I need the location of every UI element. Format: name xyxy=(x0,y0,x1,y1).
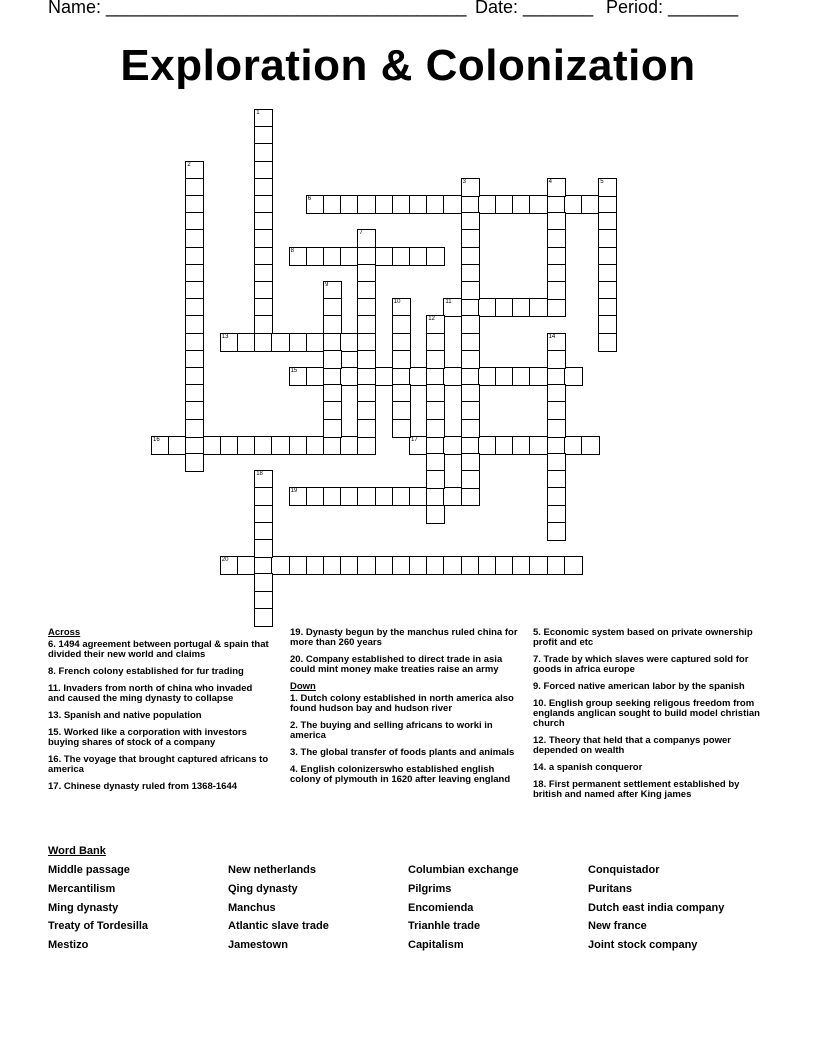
word-bank-item: Trianhle trade xyxy=(408,920,481,933)
crossword-cell[interactable] xyxy=(392,556,411,575)
crossword-cell[interactable] xyxy=(289,333,308,352)
crossword-cell[interactable] xyxy=(547,470,566,489)
crossword-cell[interactable] xyxy=(237,333,256,352)
clue-number: 11 xyxy=(445,299,452,306)
crossword-cell[interactable] xyxy=(461,556,480,575)
crossword-cell[interactable] xyxy=(357,350,376,369)
clue-number: 15 xyxy=(290,368,298,374)
crossword-cell[interactable] xyxy=(306,195,325,214)
word-bank-item: Treaty of Tordesilla xyxy=(48,920,149,933)
clue-item: 19. Dynasty begun by the manchus ruled china for more than 260 years xyxy=(290,627,518,648)
crossword-cell[interactable] xyxy=(392,487,411,506)
crossword-cell[interactable] xyxy=(547,350,566,369)
crossword-cell[interactable] xyxy=(323,367,342,386)
crossword-cell[interactable] xyxy=(392,333,411,352)
crossword-cell[interactable] xyxy=(426,247,445,266)
crossword-cell[interactable] xyxy=(357,315,376,334)
word-bank-item: Capitalism xyxy=(408,939,464,952)
clue-number: 10 xyxy=(393,299,401,306)
crossword-cell[interactable] xyxy=(426,333,445,352)
crossword-cell[interactable] xyxy=(254,143,273,162)
crossword-cell[interactable] xyxy=(461,333,480,352)
crossword-cell[interactable] xyxy=(512,556,531,575)
crossword-cell[interactable] xyxy=(547,281,566,300)
crossword-cell[interactable] xyxy=(185,419,204,438)
crossword-cell[interactable] xyxy=(392,195,411,214)
crossword-cell[interactable] xyxy=(254,470,273,489)
crossword-cell[interactable] xyxy=(185,161,204,180)
crossword-cell[interactable] xyxy=(289,367,308,386)
word-bank-item: Atlantic slave trade xyxy=(228,920,329,933)
crossword-cell[interactable] xyxy=(271,556,290,575)
crossword-cell[interactable] xyxy=(185,436,204,455)
crossword-cell[interactable] xyxy=(254,608,273,627)
page-title: Exploration & Colonization xyxy=(120,41,696,90)
crossword-cell[interactable] xyxy=(512,195,531,214)
word-bank-item: Mestizo xyxy=(48,939,89,952)
crossword-cell[interactable] xyxy=(409,247,428,266)
word-bank-item: Joint stock company xyxy=(588,939,698,952)
clue-item: 9. Forced native american labor by the spanish xyxy=(533,681,745,692)
crossword-cell[interactable] xyxy=(323,419,342,438)
crossword-cell[interactable] xyxy=(357,247,376,266)
clue-number: 17 xyxy=(411,436,418,443)
crossword-cell[interactable] xyxy=(357,333,376,352)
crossword-cell[interactable] xyxy=(461,487,480,506)
crossword-cell[interactable] xyxy=(254,247,273,266)
word-bank-item: Manchus xyxy=(228,901,276,914)
crossword-cell[interactable] xyxy=(461,315,480,334)
crossword-cell[interactable] xyxy=(185,384,204,403)
crossword-cell[interactable] xyxy=(254,126,273,145)
crossword-cell[interactable] xyxy=(512,436,531,455)
crossword-cell[interactable] xyxy=(185,247,204,266)
word-bank-item: Qing dynasty xyxy=(228,882,298,895)
crossword-cell[interactable] xyxy=(357,556,376,575)
crossword-cell[interactable] xyxy=(598,195,617,214)
crossword-cell[interactable] xyxy=(254,522,273,541)
crossword-cell[interactable] xyxy=(357,281,376,300)
crossword-cell[interactable] xyxy=(426,453,445,472)
crossword-cell[interactable] xyxy=(598,315,617,334)
clue-item: 18. First permanent settlement established by british and named after King james xyxy=(533,779,740,800)
crossword-cell[interactable] xyxy=(581,436,600,455)
crossword-cell[interactable] xyxy=(409,436,428,455)
crossword-cell[interactable] xyxy=(495,436,514,455)
crossword-cell[interactable] xyxy=(254,161,273,180)
crossword-cell[interactable] xyxy=(443,367,462,386)
clue-item: 11. Invaders from north of china who invaded and caused the ming dynasty to collapse xyxy=(48,683,253,704)
crossword-cell[interactable] xyxy=(357,264,376,283)
crossword-cell[interactable] xyxy=(495,298,514,317)
crossword-cell[interactable] xyxy=(461,229,480,248)
crossword-cell[interactable] xyxy=(323,556,342,575)
crossword-cell[interactable] xyxy=(547,367,566,386)
word-bank-heading: Word Bank xyxy=(48,845,106,857)
crossword-cell[interactable] xyxy=(598,264,617,283)
crossword-cell[interactable] xyxy=(409,487,428,506)
crossword-cell[interactable] xyxy=(564,556,583,575)
clue-number: 7 xyxy=(359,230,363,237)
crossword-cell[interactable] xyxy=(598,298,617,317)
crossword-cell[interactable] xyxy=(340,487,359,506)
word-bank-item: Columbian exchange xyxy=(408,864,519,876)
down-heading: Down xyxy=(290,681,316,692)
crossword-cell[interactable] xyxy=(547,333,566,352)
crossword-cell[interactable] xyxy=(185,298,204,317)
crossword-cell[interactable] xyxy=(151,436,170,455)
crossword-cell[interactable] xyxy=(409,367,428,386)
crossword-cell[interactable] xyxy=(426,401,445,420)
crossword-cell[interactable] xyxy=(529,436,548,455)
crossword-cell[interactable] xyxy=(547,436,566,455)
crossword-cell[interactable] xyxy=(323,195,342,214)
crossword-cell[interactable] xyxy=(547,178,566,197)
word-bank-item: Jamestown xyxy=(228,939,288,952)
crossword-cell[interactable] xyxy=(323,247,342,266)
crossword-cell[interactable] xyxy=(461,178,480,197)
word-bank-item: Puritans xyxy=(588,882,633,895)
clue-item: 10. English group seeking religous freedom from englands anglican sought to build model christian church xyxy=(533,698,760,729)
crossword-cell[interactable] xyxy=(547,195,566,214)
crossword-cell[interactable] xyxy=(254,333,273,352)
crossword-cell[interactable] xyxy=(547,401,566,420)
word-bank-item: Pilgrims xyxy=(408,882,452,895)
crossword-cell[interactable] xyxy=(357,367,376,386)
crossword-cell[interactable] xyxy=(461,350,480,369)
crossword-cell[interactable] xyxy=(254,264,273,283)
crossword-cell[interactable] xyxy=(426,556,445,575)
crossword-cell[interactable] xyxy=(306,333,325,352)
crossword-cell[interactable] xyxy=(254,178,273,197)
crossword-cell[interactable] xyxy=(375,195,394,214)
crossword-cell[interactable] xyxy=(375,487,394,506)
crossword-cell[interactable] xyxy=(254,212,273,231)
crossword-cell[interactable] xyxy=(168,436,187,455)
word-bank-item: Ming dynasty xyxy=(48,901,119,914)
crossword-cell[interactable] xyxy=(598,178,617,197)
crossword-cell[interactable] xyxy=(375,556,394,575)
crossword-cell[interactable] xyxy=(289,247,308,266)
crossword-cell[interactable] xyxy=(220,333,239,352)
crossword-cell[interactable] xyxy=(547,229,566,248)
crossword-cell[interactable] xyxy=(340,367,359,386)
crossword-cell[interactable] xyxy=(443,487,462,506)
word-bank-item: New france xyxy=(588,920,647,933)
crossword-cell[interactable] xyxy=(392,315,411,334)
crossword-cell[interactable] xyxy=(185,367,204,386)
crossword-cell[interactable] xyxy=(478,436,497,455)
crossword-cell[interactable] xyxy=(357,401,376,420)
crossword-cell[interactable] xyxy=(323,350,342,369)
crossword-cell[interactable] xyxy=(547,556,566,575)
crossword-cell[interactable] xyxy=(547,419,566,438)
clue-item: 20. Company established to direct trade in asia could mint money make treaties raise an army xyxy=(290,654,503,675)
crossword-cell[interactable] xyxy=(323,298,342,317)
crossword-cell[interactable] xyxy=(392,401,411,420)
crossword-cell[interactable] xyxy=(564,367,583,386)
crossword-cell[interactable] xyxy=(185,195,204,214)
crossword-cell[interactable] xyxy=(323,487,342,506)
crossword-cell[interactable] xyxy=(426,195,445,214)
clue-number: 5 xyxy=(600,178,604,185)
name-field[interactable]: Name: ____________________________________ xyxy=(48,0,467,17)
crossword-cell[interactable] xyxy=(512,298,531,317)
crossword-cell[interactable] xyxy=(392,419,411,438)
crossword-cell[interactable] xyxy=(375,367,394,386)
crossword-cell[interactable] xyxy=(323,281,342,300)
crossword-cell[interactable] xyxy=(306,247,325,266)
crossword-cell[interactable] xyxy=(547,247,566,266)
crossword-cell[interactable] xyxy=(461,384,480,403)
word-bank-item: New netherlands xyxy=(228,864,317,876)
crossword-cell[interactable] xyxy=(323,333,342,352)
crossword-cell[interactable] xyxy=(392,350,411,369)
crossword-cell[interactable] xyxy=(254,229,273,248)
crossword-cell[interactable] xyxy=(547,522,566,541)
crossword-cell[interactable] xyxy=(254,505,273,524)
crossword-cell[interactable] xyxy=(392,384,411,403)
crossword-cell[interactable] xyxy=(254,315,273,334)
clue-number: 6 xyxy=(307,196,312,202)
crossword-cell[interactable] xyxy=(271,333,290,352)
crossword-cell[interactable] xyxy=(306,556,325,575)
date-field[interactable]: Date: _______ xyxy=(475,0,594,17)
crossword-cell[interactable] xyxy=(357,229,376,248)
crossword-cell[interactable] xyxy=(254,556,273,575)
crossword-cell[interactable] xyxy=(598,333,617,352)
clue-number: 16 xyxy=(153,436,160,443)
clue-item: 15. Worked like a corporation with investors buying shares of stock of a company xyxy=(48,727,247,748)
word-bank-item: Encomienda xyxy=(408,901,474,914)
crossword-cell[interactable] xyxy=(426,350,445,369)
crossword-cell[interactable] xyxy=(443,556,462,575)
clue-number: 3 xyxy=(462,178,466,185)
crossword-cell[interactable] xyxy=(461,247,480,266)
crossword-cell[interactable] xyxy=(306,436,325,455)
crossword-cell[interactable] xyxy=(185,264,204,283)
clue-number: 1 xyxy=(256,110,260,116)
crossword-cell[interactable] xyxy=(426,487,445,506)
crossword-cell[interactable] xyxy=(254,281,273,300)
crossword-cell[interactable] xyxy=(306,367,325,386)
crossword-cell[interactable] xyxy=(340,333,359,352)
clue-item: 3. The global transfer of foods plants and animals xyxy=(290,747,515,758)
across-heading: Across xyxy=(48,627,81,638)
crossword-cell[interactable] xyxy=(426,384,445,403)
crossword-cell[interactable] xyxy=(443,436,462,455)
crossword-cell[interactable] xyxy=(323,401,342,420)
crossword-cell[interactable] xyxy=(357,384,376,403)
crossword-cell[interactable] xyxy=(392,367,411,386)
crossword-cell[interactable] xyxy=(461,281,480,300)
crossword-cell[interactable] xyxy=(254,539,273,558)
crossword-cell[interactable] xyxy=(495,195,514,214)
crossword-cell[interactable] xyxy=(340,195,359,214)
crossword-cell[interactable] xyxy=(306,487,325,506)
crossword-cell[interactable] xyxy=(547,505,566,524)
crossword-cell[interactable] xyxy=(547,212,566,231)
crossword-cell[interactable] xyxy=(185,350,204,369)
crossword-cell[interactable] xyxy=(254,195,273,214)
crossword-cell[interactable] xyxy=(254,573,273,592)
crossword-cell[interactable] xyxy=(220,436,239,455)
clue-item: 6. 1494 agreement between portugal & spain that divided their new world and claims xyxy=(48,639,269,660)
crossword-cell[interactable] xyxy=(598,247,617,266)
clue-number: 8 xyxy=(290,247,294,254)
crossword-cell[interactable] xyxy=(461,195,480,214)
clue-number: 9 xyxy=(325,282,329,288)
clue-number: 18 xyxy=(256,471,263,478)
crossword-cell[interactable] xyxy=(254,487,273,506)
crossword-cell[interactable] xyxy=(392,247,411,266)
crossword-cell[interactable] xyxy=(289,487,308,506)
clue-item: 4. English colonizerswho established english colony of plymouth in 1620 after leaving england xyxy=(290,764,511,785)
crossword-cell[interactable] xyxy=(375,247,394,266)
crossword-cell[interactable] xyxy=(598,281,617,300)
crossword-cell[interactable] xyxy=(598,212,617,231)
clue-item: 12. Theory that held that a companys power depended on wealth xyxy=(533,735,731,756)
crossword-cell[interactable] xyxy=(357,487,376,506)
clue-item: 7. Trade by which slaves were captured sold for goods in africa europe xyxy=(533,654,749,675)
crossword-cell[interactable] xyxy=(461,436,480,455)
crossword-cell[interactable] xyxy=(547,384,566,403)
crossword-cell[interactable] xyxy=(254,436,273,455)
crossword-cell[interactable] xyxy=(340,247,359,266)
clue-item: 13. Spanish and native population xyxy=(48,710,202,721)
clue-number: 4 xyxy=(548,178,552,185)
crossword-cell[interactable] xyxy=(271,436,290,455)
crossword-cell[interactable] xyxy=(529,195,548,214)
clue-item: 8. French colony established for fur trading xyxy=(48,666,244,677)
crossword-cell[interactable] xyxy=(323,315,342,334)
crossword-cell[interactable] xyxy=(185,453,204,472)
crossword-cell[interactable] xyxy=(478,367,497,386)
crossword-cell[interactable] xyxy=(340,556,359,575)
crossword-cell[interactable] xyxy=(340,436,359,455)
crossword-cell[interactable] xyxy=(426,470,445,489)
crossword-cell[interactable] xyxy=(426,315,445,334)
crossword-cell[interactable] xyxy=(357,419,376,438)
crossword-cell[interactable] xyxy=(185,229,204,248)
clue-number: 12 xyxy=(428,316,435,323)
crossword-cell[interactable] xyxy=(478,195,497,214)
crossword-cell[interactable] xyxy=(185,281,204,300)
crossword-cell[interactable] xyxy=(409,195,428,214)
crossword-cell[interactable] xyxy=(461,298,480,317)
crossword-cell[interactable] xyxy=(461,212,480,231)
crossword-cell[interactable] xyxy=(220,556,239,575)
crossword-cell[interactable] xyxy=(495,367,514,386)
crossword-cell[interactable] xyxy=(443,195,462,214)
crossword-cell[interactable] xyxy=(392,298,411,317)
clue-number: 2 xyxy=(187,161,191,168)
clue-number: 19 xyxy=(290,488,298,495)
crossword-cell[interactable] xyxy=(357,298,376,317)
word-bank-item: Conquistador xyxy=(588,864,660,876)
clue-number: 13 xyxy=(221,333,229,340)
clues-column-1 xyxy=(48,628,270,799)
crossword-cell[interactable] xyxy=(529,367,548,386)
crossword-cell[interactable] xyxy=(289,436,308,455)
crossword-cell[interactable] xyxy=(461,264,480,283)
crossword-cell[interactable] xyxy=(512,367,531,386)
clue-item: 14. a spanish conqueror xyxy=(533,762,643,773)
crossword-cell[interactable] xyxy=(426,419,445,438)
crossword-cell[interactable] xyxy=(254,298,273,317)
crossword-cell[interactable] xyxy=(443,298,462,317)
crossword-cell[interactable] xyxy=(478,556,497,575)
crossword-cell[interactable] xyxy=(289,556,308,575)
crossword-cell[interactable] xyxy=(547,453,566,472)
crossword-cell[interactable] xyxy=(495,556,514,575)
crossword-cell[interactable] xyxy=(478,298,497,317)
clue-number: 20 xyxy=(221,557,229,564)
clues-column-2 xyxy=(290,628,524,792)
word-bank-item: Dutch east india company xyxy=(588,901,725,914)
crossword-cell[interactable] xyxy=(461,367,480,386)
crossword-cell[interactable] xyxy=(529,298,548,317)
clue-item: 5. Economic system based on private ownership profit and etc xyxy=(533,627,753,648)
clue-number: 14 xyxy=(548,333,556,340)
crossword-cell[interactable] xyxy=(426,505,445,524)
crossword-cell[interactable] xyxy=(461,419,480,438)
crossword-cell[interactable] xyxy=(185,333,204,352)
crossword-cell[interactable] xyxy=(461,401,480,420)
crossword-cell[interactable] xyxy=(564,436,583,455)
crossword-cell[interactable] xyxy=(185,401,204,420)
crossword-cell[interactable] xyxy=(323,436,342,455)
clue-item: 1. Dutch colony established in north america also found hudson bay and hudson river xyxy=(290,693,514,714)
clue-item: 17. Chinese dynasty ruled from 1368-1644 xyxy=(48,781,238,792)
crossword-cell[interactable] xyxy=(254,109,273,128)
word-bank-item: Middle passage xyxy=(48,864,130,876)
clue-item: 16. The voyage that brought captured africans to america xyxy=(48,754,269,775)
crossword-cell[interactable] xyxy=(237,436,256,455)
crossword-cell[interactable] xyxy=(461,470,480,489)
crossword-cell[interactable] xyxy=(598,229,617,248)
crossword-cell[interactable] xyxy=(529,556,548,575)
crossword-cell[interactable] xyxy=(237,556,256,575)
crossword-cell[interactable] xyxy=(461,453,480,472)
crossword-cell[interactable] xyxy=(581,195,600,214)
clue-item: 2. The buying and selling africans to worki in america xyxy=(290,720,493,741)
crossword-cell[interactable] xyxy=(426,436,445,455)
crossword-cell[interactable] xyxy=(203,436,222,455)
crossword-cell[interactable] xyxy=(426,367,445,386)
crossword-cell[interactable] xyxy=(547,264,566,283)
crossword-cell[interactable] xyxy=(357,195,376,214)
crossword-cell[interactable] xyxy=(254,591,273,610)
crossword-cell[interactable] xyxy=(185,315,204,334)
crossword-cell[interactable] xyxy=(409,556,428,575)
crossword-cell[interactable] xyxy=(547,298,566,317)
crossword-cell[interactable] xyxy=(185,178,204,197)
crossword-cell[interactable] xyxy=(357,436,376,455)
period-field[interactable]: Period: _______ xyxy=(606,0,739,17)
clues-column-3 xyxy=(533,628,763,807)
word-bank-item: Mercantilism xyxy=(48,882,116,895)
crossword-cell[interactable] xyxy=(547,487,566,506)
crossword-cell[interactable] xyxy=(323,384,342,403)
crossword-cell[interactable] xyxy=(185,212,204,231)
crossword-cell[interactable] xyxy=(564,195,583,214)
